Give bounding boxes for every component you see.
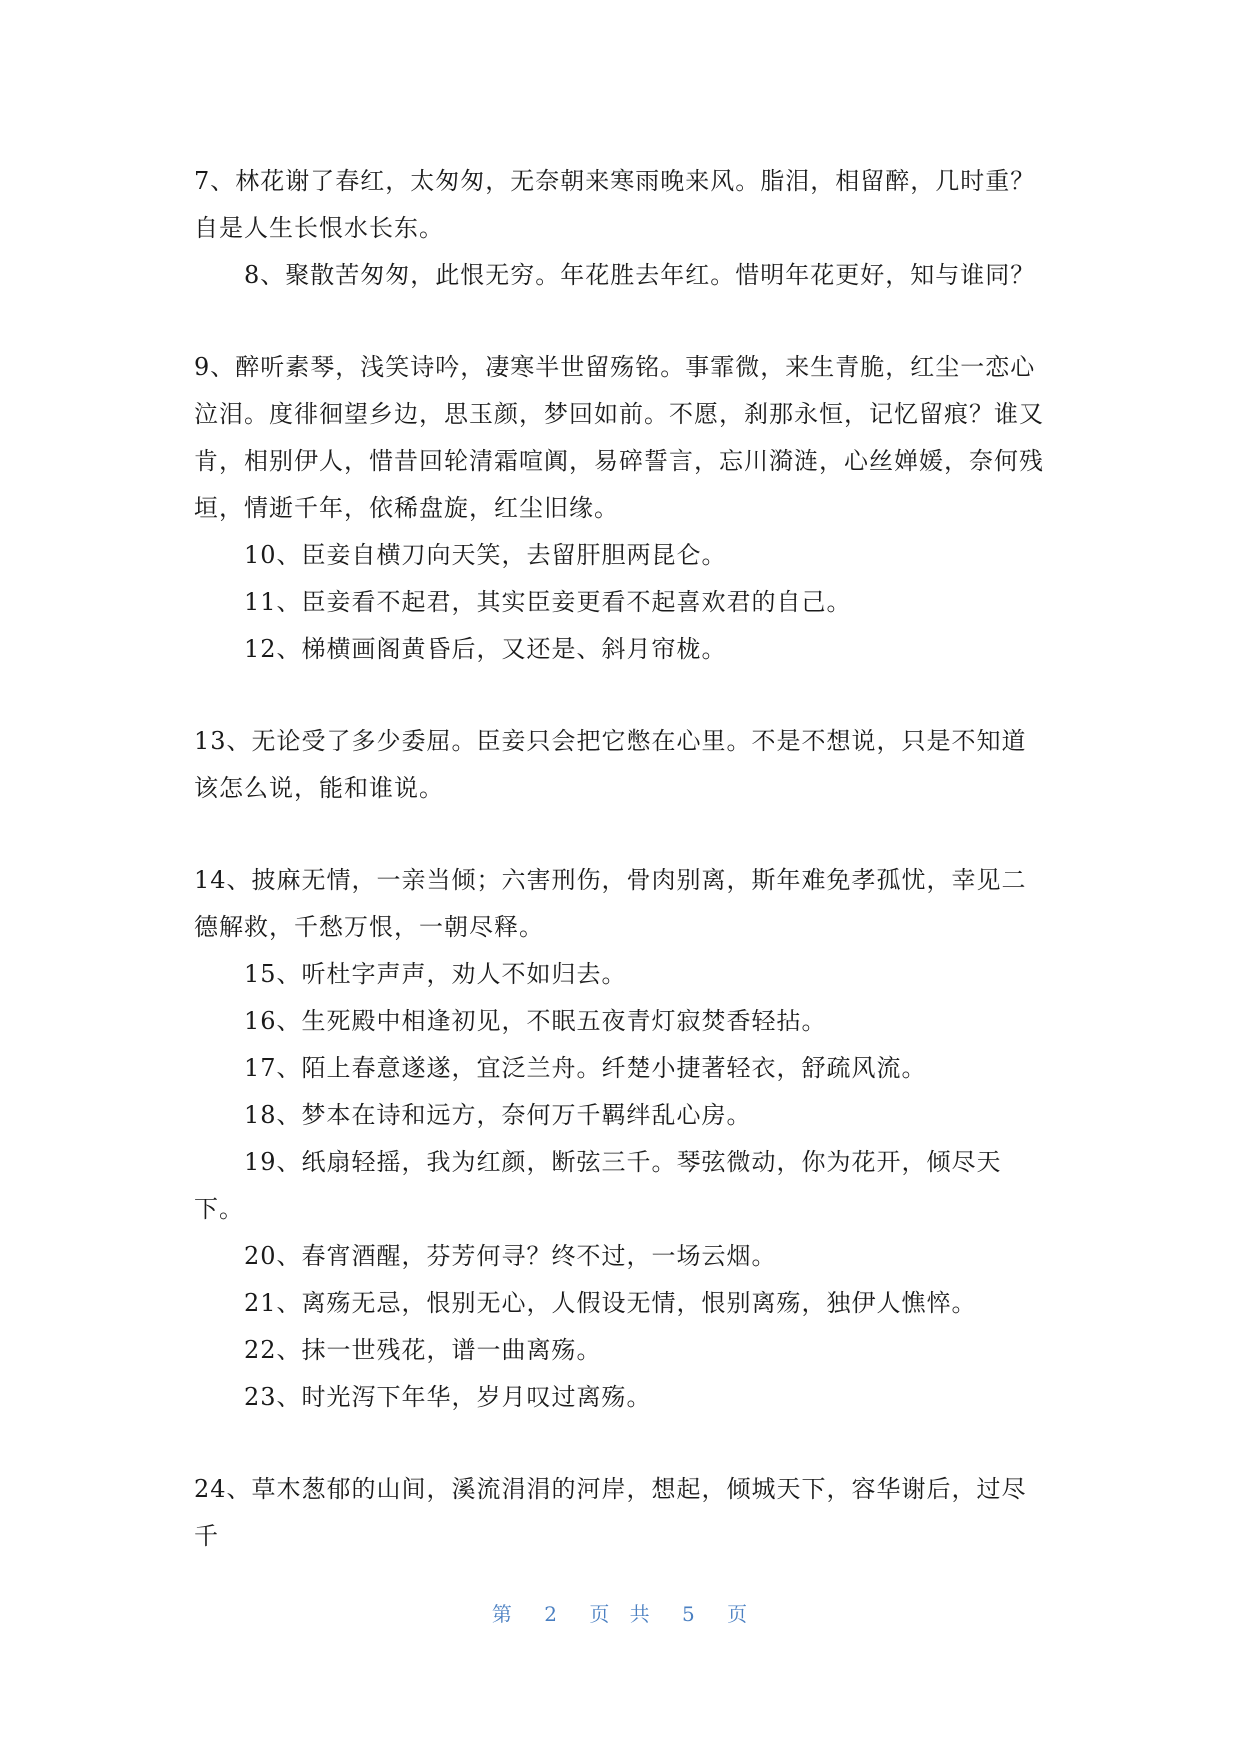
paragraph-17: 17、陌上春意遂遂，宜泛兰舟。纤楚小捷著轻衣，舒疏风流。 xyxy=(244,1054,927,1082)
footer-current-page: 2 xyxy=(544,1602,559,1626)
document-body xyxy=(194,158,1050,1560)
paragraph-8: 8、聚散苦匆匆，此恨无穷。年花胜去年红。惜明年花更好，知与谁同？ xyxy=(244,261,1036,289)
paragraph-20: 20、春宵酒醒，芬芳何寻？终不过，一场云烟。 xyxy=(244,1242,777,1270)
paragraph-21: 21、离殇无忌，恨别无心，人假设无情，恨别离殇，独伊人憔悴。 xyxy=(244,1289,977,1317)
page-footer xyxy=(0,1598,1241,1627)
footer-suffix: 页 xyxy=(727,1602,750,1626)
paragraph-12: 12、梯横画阁黄昏后，又还是、斜月帘栊。 xyxy=(244,635,727,663)
paragraph-14: 14、披麻无情，一亲当倾；六害刑伤，骨肉别离，斯年难免孝孤忧，幸见二德解救，千愁万恨，一朝尽释。 xyxy=(194,866,1027,941)
footer-prefix: 第 xyxy=(491,1602,514,1626)
paragraph-24: 24、草木葱郁的山间，溪流涓涓的河岸，想起，倾城天下，容华谢后，过尽千 xyxy=(194,1475,1027,1550)
paragraph-19: 19、纸扇轻摇，我为红颜，断弦三千。琴弦微动，你为花开，倾尽天下。 xyxy=(194,1148,1002,1223)
footer-middle: 页 共 xyxy=(589,1602,652,1626)
paragraph-15: 15、听杜字声声，劝人不如归去。 xyxy=(244,960,627,988)
footer-total-pages: 5 xyxy=(682,1602,697,1626)
paragraph-16: 16、生死殿中相逢初见，不眠五夜青灯寂焚香轻拈。 xyxy=(244,1007,827,1035)
paragraph-7: 7、林花谢了春红，太匆匆，无奈朝来寒雨晚来风。脂泪，相留醉，几时重？自是人生长恨水长东。 xyxy=(194,167,1036,242)
paragraph-22: 22、抹一世残花，谱一曲离殇。 xyxy=(244,1336,602,1364)
paragraph-9: 9、醉听素琴，浅笑诗吟，凄寒半世留殇铭。事霏微，来生青脆，红尘一恋心泣泪。度徘徊望乡边，思玉颜，梦回如前。不愿，刹那永恒，记忆留痕？谁又肯，相别伊人，惜昔回轮清霜喧阗，易碎誓言，忘川漪涟，心丝婵媛，奈何残垣，情逝千年，依稀盘旋，红尘旧缘。 xyxy=(194,353,1044,522)
paragraph-10: 10、臣妾自横刀向天笑，去留肝胆两昆仑。 xyxy=(244,541,727,569)
paragraph-13: 13、无论受了多少委屈。臣妾只会把它憋在心里。不是不想说，只是不知道该怎么说，能和谁说。 xyxy=(194,727,1027,802)
paragraph-23: 23、时光泻下年华，岁月叹过离殇。 xyxy=(244,1383,652,1411)
paragraph-18: 18、梦本在诗和远方，奈何万千羁绊乱心房。 xyxy=(244,1101,752,1129)
paragraph-11: 11、臣妾看不起君，其实臣妾更看不起喜欢君的自己。 xyxy=(244,588,852,616)
